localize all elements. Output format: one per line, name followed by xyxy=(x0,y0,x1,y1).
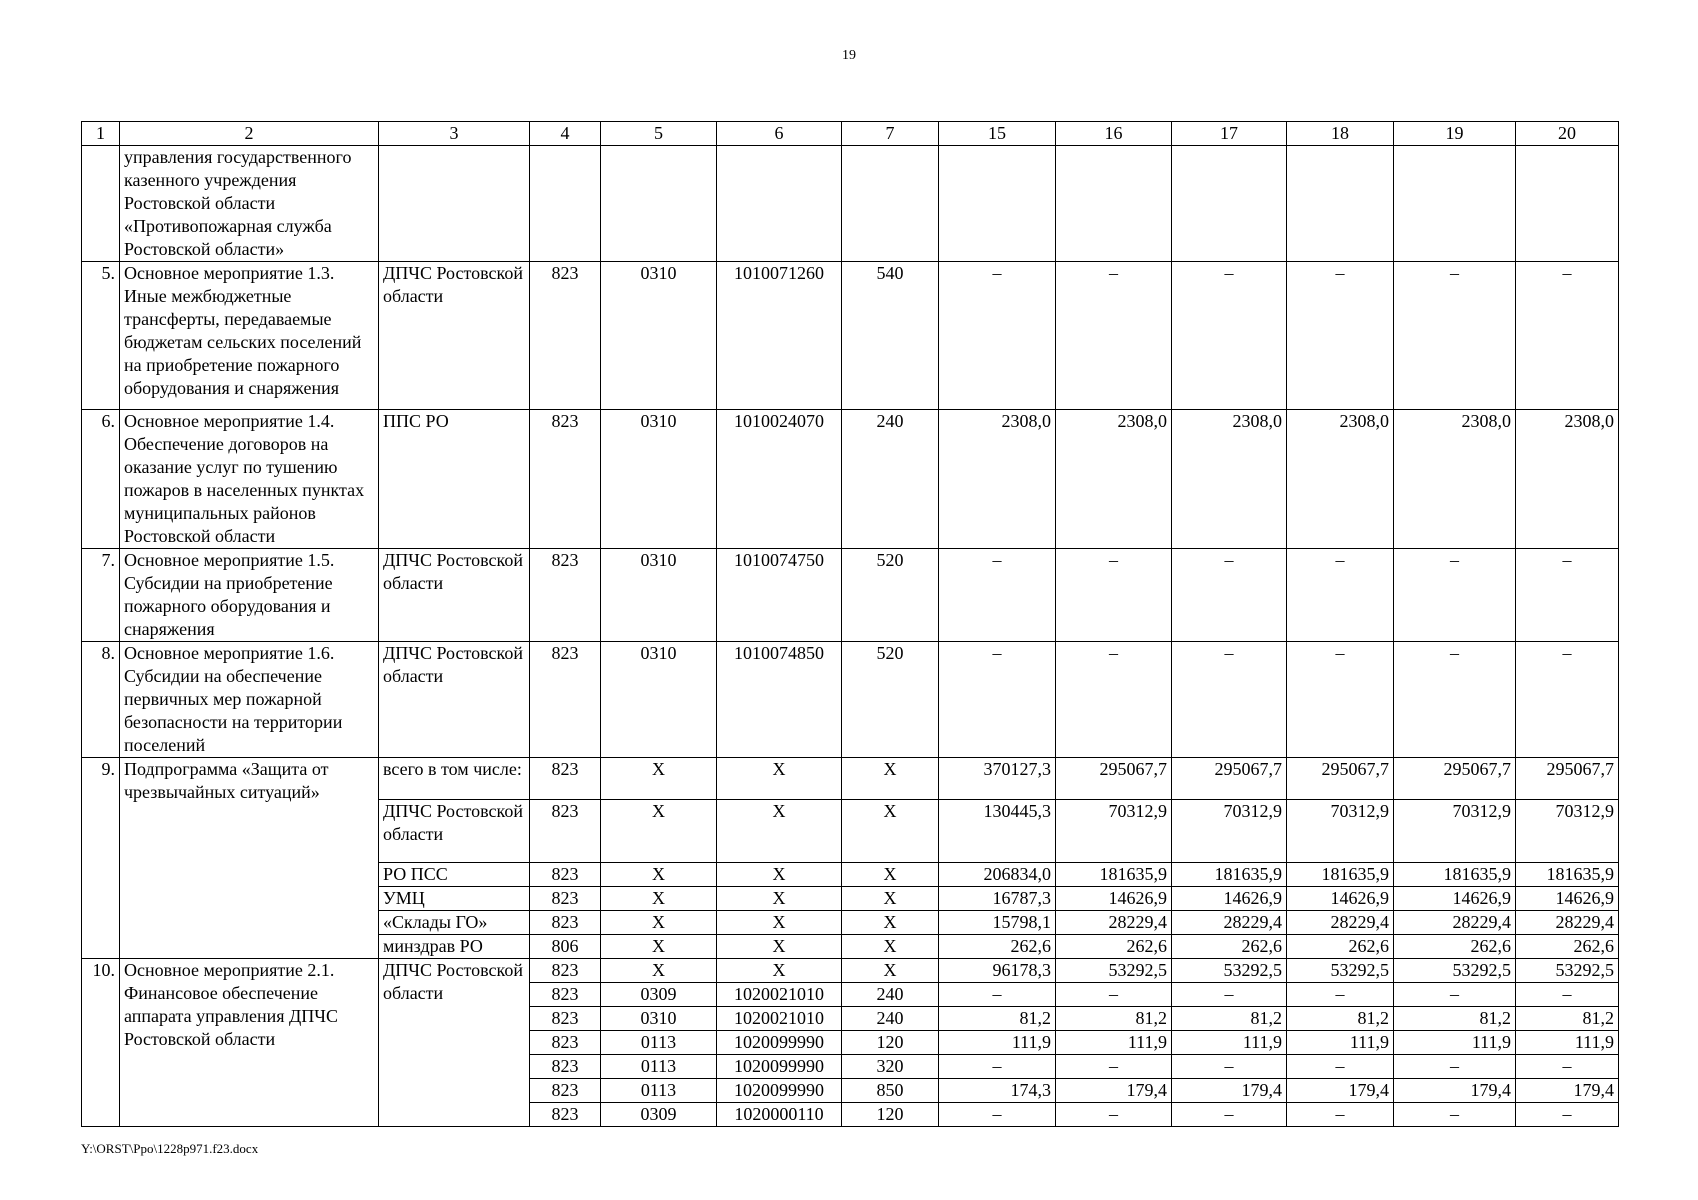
year-amount: – xyxy=(1287,262,1394,410)
measure-name: Основное мероприятие 2.1. Финансовое обеспечение аппарата управления ДПЧС Ростовской области xyxy=(120,959,379,1127)
year-amount: 14626,9 xyxy=(1516,887,1619,911)
year-amount: 28229,4 xyxy=(1516,911,1619,935)
year-amount: 179,4 xyxy=(1172,1079,1287,1103)
year-amount: – xyxy=(1516,549,1619,642)
year-amount: – xyxy=(1056,1103,1172,1127)
header-row xyxy=(82,122,1619,146)
column-header: 19 xyxy=(1394,122,1516,146)
column-header: 2 xyxy=(120,122,379,146)
year-amount: – xyxy=(1394,262,1516,410)
year-amount: – xyxy=(1516,1103,1619,1127)
year-amount: 2308,0 xyxy=(939,410,1056,549)
year-amount xyxy=(939,146,1056,262)
rzpr-code: 0309 xyxy=(601,983,717,1007)
year-amount: 111,9 xyxy=(1056,1031,1172,1055)
year-amount: – xyxy=(1287,983,1394,1007)
year-amount: 181635,9 xyxy=(1516,863,1619,887)
executor: ДПЧС Ростовской области xyxy=(379,262,530,410)
executor: УМЦ xyxy=(379,887,530,911)
executor: ДПЧС Ростовской области xyxy=(379,800,530,863)
executor: ДПЧС Ростовской области xyxy=(379,549,530,642)
year-amount: – xyxy=(939,1055,1056,1079)
year-amount: 16787,3 xyxy=(939,887,1056,911)
rzpr-code: Х xyxy=(601,959,717,983)
csr-code xyxy=(717,146,842,262)
rzpr-code: 0310 xyxy=(601,262,717,410)
year-amount: – xyxy=(1394,642,1516,758)
year-amount: 81,2 xyxy=(1172,1007,1287,1031)
column-header: 4 xyxy=(530,122,601,146)
vr-code: 240 xyxy=(842,1007,939,1031)
grbs-code: 823 xyxy=(530,983,601,1007)
year-amount: – xyxy=(1287,1103,1394,1127)
year-amount: 28229,4 xyxy=(1394,911,1516,935)
vr-code: 240 xyxy=(842,983,939,1007)
year-amount: – xyxy=(939,262,1056,410)
year-amount xyxy=(1516,146,1619,262)
year-amount: – xyxy=(1172,642,1287,758)
year-amount xyxy=(1172,146,1287,262)
column-header: 3 xyxy=(379,122,530,146)
year-amount: 174,3 xyxy=(939,1079,1056,1103)
year-amount: 295067,7 xyxy=(1394,758,1516,800)
table-row xyxy=(82,642,1619,758)
grbs-code: 823 xyxy=(530,800,601,863)
year-amount: 14626,9 xyxy=(1172,887,1287,911)
year-amount: 262,6 xyxy=(1056,935,1172,959)
measure-name: Основное мероприятие 1.5. Субсидии на приобретение пожарного оборудования и снаряжения xyxy=(120,549,379,642)
year-amount: 53292,5 xyxy=(1516,959,1619,983)
page-number: 19 xyxy=(842,48,856,63)
year-amount: – xyxy=(1172,549,1287,642)
year-amount: 81,2 xyxy=(1056,1007,1172,1031)
vr-code: Х xyxy=(842,800,939,863)
executor xyxy=(379,146,530,262)
rzpr-code: 0113 xyxy=(601,1055,717,1079)
rzpr-code: 0113 xyxy=(601,1079,717,1103)
csr-code: 1010074850 xyxy=(717,642,842,758)
year-amount: – xyxy=(1394,1103,1516,1127)
year-amount: 179,4 xyxy=(1287,1079,1394,1103)
grbs-code: 823 xyxy=(530,911,601,935)
column-header: 20 xyxy=(1516,122,1619,146)
year-amount: 81,2 xyxy=(1394,1007,1516,1031)
year-amount: 179,4 xyxy=(1516,1079,1619,1103)
vr-code: Х xyxy=(842,911,939,935)
year-amount: 130445,3 xyxy=(939,800,1056,863)
row-number: 7. xyxy=(82,549,120,642)
column-header: 5 xyxy=(601,122,717,146)
rzpr-code: 0309 xyxy=(601,1103,717,1127)
vr-code xyxy=(842,146,939,262)
measure-name: Основное мероприятие 1.4. Обеспечение договоров на оказание услуг по тушению пожаров в населенных пунктах муниципальных районов Ростовской области xyxy=(120,410,379,549)
vr-code: 120 xyxy=(842,1103,939,1127)
year-amount: 28229,4 xyxy=(1287,911,1394,935)
table-body xyxy=(82,146,1619,1127)
year-amount: 181635,9 xyxy=(1394,863,1516,887)
year-amount: – xyxy=(1287,642,1394,758)
year-amount: 15798,1 xyxy=(939,911,1056,935)
year-amount: 28229,4 xyxy=(1056,911,1172,935)
year-amount: 181635,9 xyxy=(1172,863,1287,887)
year-amount: 206834,0 xyxy=(939,863,1056,887)
year-amount: 295067,7 xyxy=(1516,758,1619,800)
measure-name: Подпрограмма «Защита от чрезвычайных ситуаций» xyxy=(120,758,379,959)
year-amount: – xyxy=(939,549,1056,642)
year-amount: 14626,9 xyxy=(1287,887,1394,911)
year-amount: – xyxy=(939,642,1056,758)
year-amount: – xyxy=(939,1103,1056,1127)
grbs-code: 823 xyxy=(530,1079,601,1103)
year-amount: 81,2 xyxy=(939,1007,1056,1031)
row-number xyxy=(82,146,120,262)
grbs-code: 823 xyxy=(530,410,601,549)
year-amount: – xyxy=(1394,549,1516,642)
year-amount: 81,2 xyxy=(1287,1007,1394,1031)
grbs-code: 823 xyxy=(530,642,601,758)
csr-code: 1010071260 xyxy=(717,262,842,410)
vr-code: 540 xyxy=(842,262,939,410)
year-amount: 14626,9 xyxy=(1394,887,1516,911)
vr-code: Х xyxy=(842,935,939,959)
csr-code: 1020099990 xyxy=(717,1055,842,1079)
year-amount: 53292,5 xyxy=(1056,959,1172,983)
csr-code: 1020021010 xyxy=(717,1007,842,1031)
year-amount: 111,9 xyxy=(1172,1031,1287,1055)
year-amount: 14626,9 xyxy=(1056,887,1172,911)
year-amount: 262,6 xyxy=(1287,935,1394,959)
table-row xyxy=(82,549,1619,642)
csr-code: Х xyxy=(717,887,842,911)
year-amount: – xyxy=(1172,262,1287,410)
year-amount: 295067,7 xyxy=(1287,758,1394,800)
executor: ДПЧС Ростовской области xyxy=(379,642,530,758)
row-number: 8. xyxy=(82,642,120,758)
year-amount: 2308,0 xyxy=(1394,410,1516,549)
year-amount: – xyxy=(939,983,1056,1007)
year-amount: 111,9 xyxy=(939,1031,1056,1055)
rzpr-code: Х xyxy=(601,863,717,887)
row-number: 5. xyxy=(82,262,120,410)
grbs-code: 806 xyxy=(530,935,601,959)
executor: «Склады ГО» xyxy=(379,911,530,935)
year-amount: 70312,9 xyxy=(1287,800,1394,863)
year-amount: 111,9 xyxy=(1287,1031,1394,1055)
year-amount: – xyxy=(1172,1103,1287,1127)
csr-code: 1010024070 xyxy=(717,410,842,549)
year-amount: 262,6 xyxy=(1516,935,1619,959)
row-number: 10. xyxy=(82,959,120,1127)
year-amount: – xyxy=(1172,1055,1287,1079)
year-amount: – xyxy=(1516,642,1619,758)
executor: ДПЧС Ростовской области xyxy=(379,959,530,1127)
csr-code: 1020099990 xyxy=(717,1031,842,1055)
csr-code: 1010074750 xyxy=(717,549,842,642)
table-row xyxy=(82,410,1619,549)
year-amount: 2308,0 xyxy=(1516,410,1619,549)
table-row xyxy=(82,146,1619,262)
year-amount: 111,9 xyxy=(1394,1031,1516,1055)
column-header: 17 xyxy=(1172,122,1287,146)
vr-code: 240 xyxy=(842,410,939,549)
row-number: 6. xyxy=(82,410,120,549)
executor: РО ПСС xyxy=(379,863,530,887)
year-amount: 179,4 xyxy=(1056,1079,1172,1103)
column-header: 7 xyxy=(842,122,939,146)
table-header xyxy=(82,122,1619,146)
year-amount: 262,6 xyxy=(939,935,1056,959)
grbs-code: 823 xyxy=(530,1031,601,1055)
year-amount: 262,6 xyxy=(1172,935,1287,959)
csr-code: Х xyxy=(717,935,842,959)
column-header: 6 xyxy=(717,122,842,146)
vr-code: Х xyxy=(842,863,939,887)
grbs-code: 823 xyxy=(530,262,601,410)
year-amount: 295067,7 xyxy=(1056,758,1172,800)
year-amount: 179,4 xyxy=(1394,1079,1516,1103)
grbs-code: 823 xyxy=(530,887,601,911)
year-amount: 2308,0 xyxy=(1287,410,1394,549)
rzpr-code: Х xyxy=(601,887,717,911)
footer-file-path: Y:\ORST\Ppo\1228p971.f23.docx xyxy=(81,1141,259,1156)
measure-name: управления государственного казенного учреждения Ростовской области «Противопожарная служба Ростовской области» xyxy=(120,146,379,262)
year-amount: – xyxy=(1056,1055,1172,1079)
year-amount: 81,2 xyxy=(1516,1007,1619,1031)
year-amount: 96178,3 xyxy=(939,959,1056,983)
row-number: 9. xyxy=(82,758,120,959)
rzpr-code: Х xyxy=(601,935,717,959)
vr-code: Х xyxy=(842,887,939,911)
year-amount: – xyxy=(1516,1055,1619,1079)
vr-code: 850 xyxy=(842,1079,939,1103)
rzpr-code: Х xyxy=(601,911,717,935)
csr-code: 1020021010 xyxy=(717,983,842,1007)
year-amount: 28229,4 xyxy=(1172,911,1287,935)
year-amount: 70312,9 xyxy=(1172,800,1287,863)
year-amount: 70312,9 xyxy=(1056,800,1172,863)
year-amount: – xyxy=(1056,262,1172,410)
rzpr-code: 0310 xyxy=(601,410,717,549)
vr-code: 520 xyxy=(842,642,939,758)
year-amount: 181635,9 xyxy=(1287,863,1394,887)
year-amount xyxy=(1056,146,1172,262)
year-amount: – xyxy=(1056,549,1172,642)
csr-code: Х xyxy=(717,800,842,863)
vr-code: Х xyxy=(842,758,939,800)
csr-code: Х xyxy=(717,959,842,983)
year-amount: 53292,5 xyxy=(1394,959,1516,983)
grbs-code: 823 xyxy=(530,758,601,800)
vr-code: 520 xyxy=(842,549,939,642)
vr-code: Х xyxy=(842,959,939,983)
table-row xyxy=(82,262,1619,410)
rzpr-code: Х xyxy=(601,758,717,800)
executor: минздрав РО xyxy=(379,935,530,959)
vr-code: 120 xyxy=(842,1031,939,1055)
csr-code: 1020000110 xyxy=(717,1103,842,1127)
csr-code: Х xyxy=(717,758,842,800)
year-amount: 111,9 xyxy=(1516,1031,1619,1055)
year-amount: 53292,5 xyxy=(1172,959,1287,983)
year-amount: – xyxy=(1394,983,1516,1007)
year-amount: 295067,7 xyxy=(1172,758,1287,800)
year-amount: 370127,3 xyxy=(939,758,1056,800)
year-amount: – xyxy=(1287,1055,1394,1079)
rzpr-code: 0113 xyxy=(601,1031,717,1055)
table-row xyxy=(82,959,1619,983)
grbs-code xyxy=(530,146,601,262)
rzpr-code xyxy=(601,146,717,262)
measure-name: Основное мероприятие 1.6. Субсидии на обеспечение первичных мер пожарной безопасности на территории поселений xyxy=(120,642,379,758)
rzpr-code: 0310 xyxy=(601,642,717,758)
year-amount: – xyxy=(1172,983,1287,1007)
grbs-code: 823 xyxy=(530,549,601,642)
grbs-code: 823 xyxy=(530,1055,601,1079)
year-amount: – xyxy=(1516,262,1619,410)
year-amount: – xyxy=(1287,549,1394,642)
csr-code: Х xyxy=(717,911,842,935)
rzpr-code: 0310 xyxy=(601,549,717,642)
grbs-code: 823 xyxy=(530,1103,601,1127)
vr-code: 320 xyxy=(842,1055,939,1079)
measure-name: Основное мероприятие 1.3. Иные межбюджетные трансферты, передаваемые бюджетам сельских поселений на приобретение пожарного оборудования и снаряжения xyxy=(120,262,379,410)
year-amount: 70312,9 xyxy=(1516,800,1619,863)
year-amount: 2308,0 xyxy=(1172,410,1287,549)
year-amount: 2308,0 xyxy=(1056,410,1172,549)
year-amount xyxy=(1394,146,1516,262)
year-amount: – xyxy=(1056,642,1172,758)
csr-code: Х xyxy=(717,863,842,887)
grbs-code: 823 xyxy=(530,959,601,983)
year-amount: 70312,9 xyxy=(1394,800,1516,863)
column-header: 18 xyxy=(1287,122,1394,146)
year-amount: – xyxy=(1056,983,1172,1007)
table-row xyxy=(82,758,1619,800)
column-header: 1 xyxy=(82,122,120,146)
executor: ППС РО xyxy=(379,410,530,549)
column-header: 16 xyxy=(1056,122,1172,146)
rzpr-code: Х xyxy=(601,800,717,863)
csr-code: 1020099990 xyxy=(717,1079,842,1103)
year-amount xyxy=(1287,146,1394,262)
year-amount: 262,6 xyxy=(1394,935,1516,959)
year-amount: – xyxy=(1394,1055,1516,1079)
executor: всего в том числе: xyxy=(379,758,530,800)
column-header: 15 xyxy=(939,122,1056,146)
grbs-code: 823 xyxy=(530,863,601,887)
budget-table xyxy=(81,121,1619,1127)
year-amount: 53292,5 xyxy=(1287,959,1394,983)
year-amount: 181635,9 xyxy=(1056,863,1172,887)
rzpr-code: 0310 xyxy=(601,1007,717,1031)
grbs-code: 823 xyxy=(530,1007,601,1031)
year-amount: – xyxy=(1516,983,1619,1007)
